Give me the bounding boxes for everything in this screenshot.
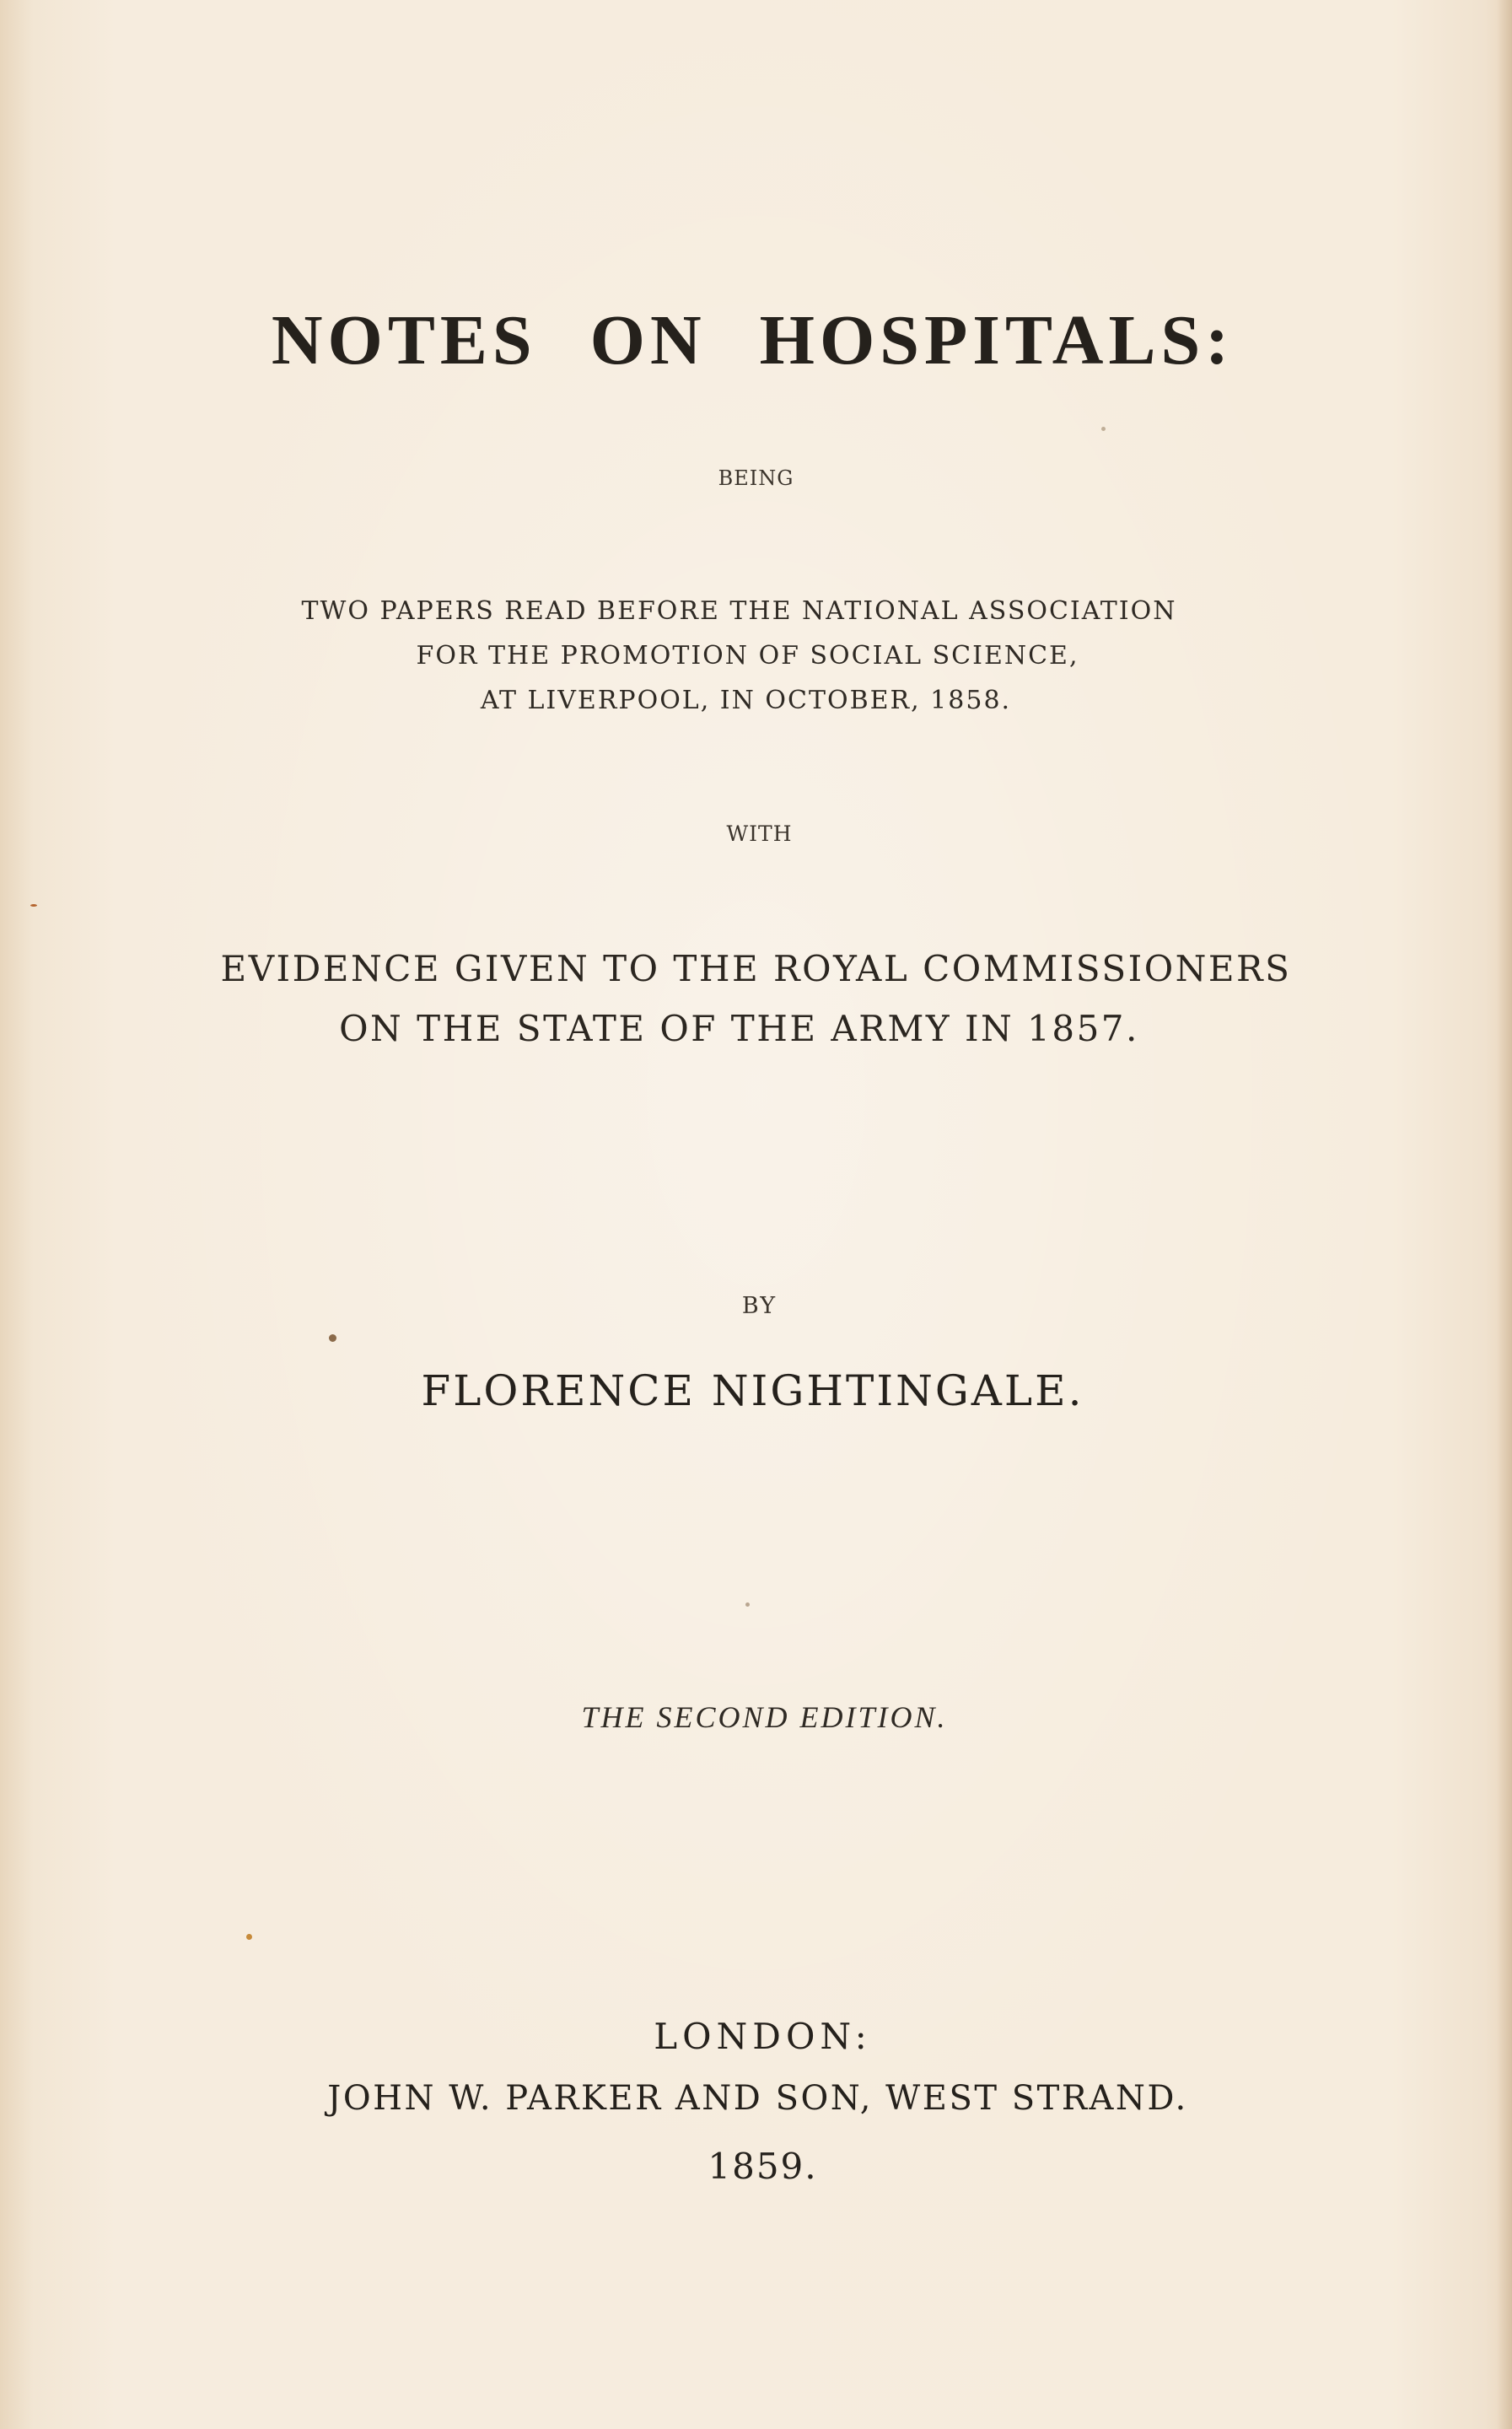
papers-description-line-1: TWO PAPERS READ BEFORE THE NATIONAL ASSOCIATION [301,596,1177,626]
author-name: FLORENCE NIGHTINGALE. [421,1366,1084,1415]
paper-speck [1101,427,1106,431]
evidence-line-2: ON THE STATE OF THE ARMY IN 1857. [339,1008,1139,1049]
papers-description-line-3: AT LIVERPOOL, IN OCTOBER, 1858. [480,686,1012,715]
imprint-year: 1859. [708,2146,818,2187]
evidence-line-1: EVIDENCE GIVEN TO THE ROYAL COMMISSIONERS [220,948,1292,989]
paper-speck [246,1934,252,1940]
being-caption: BEING [718,466,794,490]
papers-description-line-2: FOR THE PROMOTION OF SOCIAL SCIENCE, [416,641,1079,671]
paper-speck [329,1334,336,1342]
imprint-city: LONDON: [654,2016,872,2057]
paper-speck [30,904,37,907]
paper-speck [745,1602,750,1607]
by-caption: BY [741,1293,778,1319]
book-title: NOTES ON HOSPITALS: [271,301,1235,380]
imprint-publisher: JOHN W. PARKER AND SON, WEST STRAND. [327,2079,1188,2118]
with-caption: WITH [726,821,793,846]
edition-statement: THE SECOND EDITION. [581,1700,948,1734]
